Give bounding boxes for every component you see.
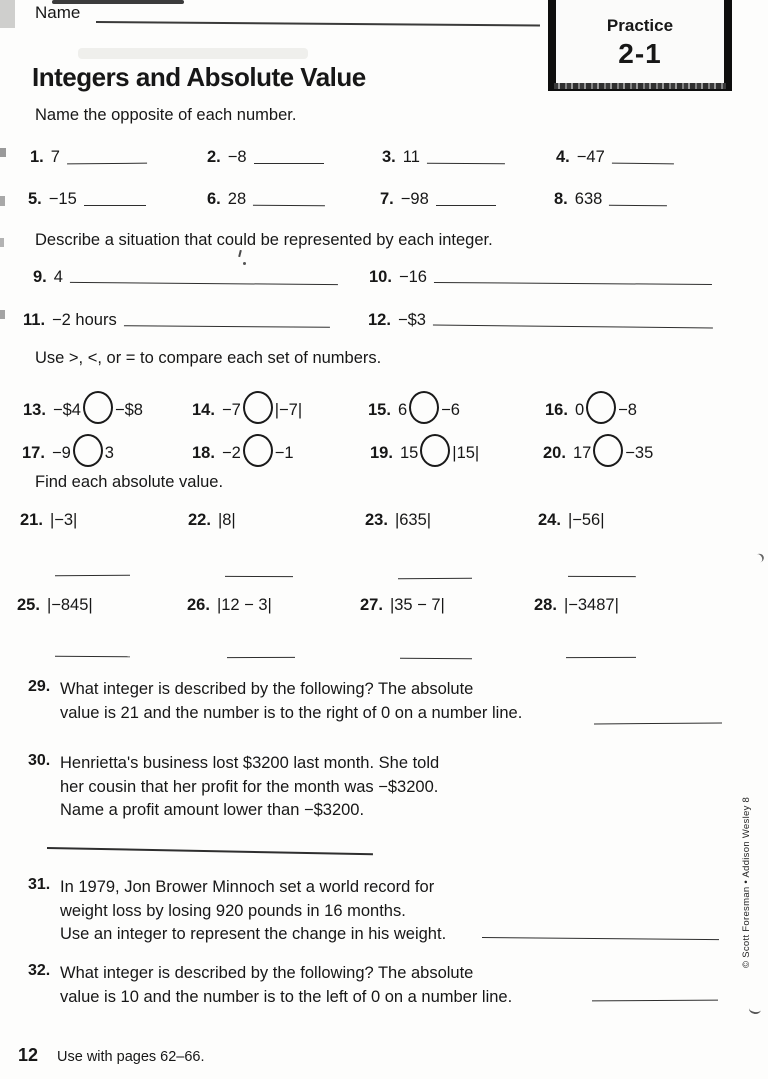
problem-number: 8. xyxy=(554,190,568,208)
problem-text-line: What integer is described by the following? The absolute xyxy=(60,680,474,698)
footer-note: Use with pages 62–66. xyxy=(57,1049,205,1065)
answer-line xyxy=(55,656,130,658)
instruction-absolute: Find each absolute value. xyxy=(35,473,224,491)
compare-left-value: 0 xyxy=(574,401,585,419)
comparison-circle xyxy=(83,391,113,424)
problem-expression: −47 xyxy=(576,148,605,166)
problem-24 xyxy=(538,511,605,530)
compare-left-value: −$4 xyxy=(52,401,81,419)
problem-20 xyxy=(543,434,653,467)
problem-text-line: Use an integer to represent the change in his weight. xyxy=(60,925,447,943)
problem-number: 15. xyxy=(368,401,391,419)
answer-blank xyxy=(70,268,338,285)
problem-9 xyxy=(33,268,338,287)
problem-expression: −16 xyxy=(398,268,427,286)
problem-32 xyxy=(28,962,512,1009)
compare-right-value: |−7| xyxy=(274,401,303,419)
problem-expression: |−56| xyxy=(567,511,605,529)
name-label: Name xyxy=(35,3,81,22)
problem-number: 22. xyxy=(188,511,211,529)
problem-expression: |12 − 3| xyxy=(216,596,272,614)
problem-number: 1. xyxy=(30,148,44,166)
problem-number: 2. xyxy=(207,148,221,166)
problem-number: 9. xyxy=(33,268,47,286)
problem-15 xyxy=(368,391,460,424)
problem-25 xyxy=(17,596,93,615)
problem-expression: −98 xyxy=(400,190,429,208)
problem-29 xyxy=(28,678,522,725)
compare-left-value: 6 xyxy=(397,401,408,419)
problem-27 xyxy=(360,596,445,615)
problem-number: 24. xyxy=(538,511,561,529)
problem-text-line: value is 21 and the number is to the right of 0 on a number line. xyxy=(60,703,523,722)
problem-8 xyxy=(554,190,667,209)
answer-blank xyxy=(254,149,324,164)
problem-number: 32. xyxy=(28,962,51,979)
compare-right-value: 3 xyxy=(104,444,114,462)
problem-number: 16. xyxy=(545,401,568,419)
practice-box-texture xyxy=(554,83,726,89)
answer-blank xyxy=(433,311,713,329)
compare-right-value: |15| xyxy=(452,444,480,462)
problem-text-line: What integer is described by the following? The absolute xyxy=(60,964,474,982)
problem-expression: 638 xyxy=(574,190,603,208)
problem-number: 14. xyxy=(192,401,215,419)
answer-blank xyxy=(67,149,147,165)
scan-speck xyxy=(0,148,6,157)
problem-11 xyxy=(23,311,330,330)
problem-10 xyxy=(369,268,712,287)
practice-number: 2-1 xyxy=(618,38,662,69)
problem-17 xyxy=(22,434,114,467)
problem-text-line: value is 10 and the number is to the left of 0 on a number line. xyxy=(60,987,513,1006)
problem-26 xyxy=(187,596,272,615)
problem-expression: 4 xyxy=(53,268,63,286)
scan-speck xyxy=(0,196,5,206)
practice-label: Practice xyxy=(606,16,674,35)
problem-number: 19. xyxy=(370,444,393,462)
answer-line xyxy=(225,576,293,577)
problem-number: 28. xyxy=(534,596,557,614)
answer-line xyxy=(55,575,130,577)
problem-5 xyxy=(28,190,146,209)
problem-2 xyxy=(207,148,324,167)
problem-text-line: Name a profit amount lower than −$3200. xyxy=(60,801,365,819)
compare-right-value: −1 xyxy=(274,444,294,462)
instruction-compare: Use >, <, or = to compare each set of numbers. xyxy=(35,349,382,367)
comparison-circle xyxy=(409,391,439,424)
problem-expression: −2 hours xyxy=(52,311,117,329)
answer-line xyxy=(482,937,719,940)
problem-expression: |8| xyxy=(217,511,236,529)
problem-3 xyxy=(382,148,505,167)
problem-16 xyxy=(545,391,637,424)
problem-expression: |−3487| xyxy=(563,596,619,614)
problem-number: 20. xyxy=(543,444,566,462)
problem-number: 18. xyxy=(192,444,215,462)
compare-left-value: 17 xyxy=(572,444,592,462)
answer-line xyxy=(566,657,636,658)
problem-31 xyxy=(28,876,446,947)
answer-blank xyxy=(253,191,325,207)
practice-box xyxy=(548,0,732,91)
answer-blank xyxy=(436,191,496,206)
problem-expression: 7 xyxy=(50,148,60,166)
compare-left-value: −9 xyxy=(51,444,71,462)
problem-30 xyxy=(28,752,439,823)
comparison-circle xyxy=(243,391,273,424)
problem-13 xyxy=(23,391,143,424)
answer-line xyxy=(227,657,295,658)
problem-number: 23. xyxy=(365,511,388,529)
answer-line xyxy=(592,1000,718,1002)
problem-12 xyxy=(368,311,713,330)
problem-expression: |635| xyxy=(394,511,432,529)
problem-28 xyxy=(534,596,619,615)
problem-number: 30. xyxy=(28,752,51,769)
compare-left-value: 15 xyxy=(399,444,419,462)
problem-23 xyxy=(365,511,431,530)
problem-expression: −15 xyxy=(48,190,77,208)
compare-right-value: −$8 xyxy=(114,401,143,419)
problem-expression: −$3 xyxy=(397,311,426,329)
problem-number: 4. xyxy=(556,148,570,166)
problem-number: 6. xyxy=(207,190,221,208)
answer-line xyxy=(47,847,373,855)
problem-number: 11. xyxy=(23,311,46,329)
problem-18 xyxy=(192,434,294,467)
problem-number: 7. xyxy=(380,190,394,208)
problem-expression: |35 − 7| xyxy=(389,596,445,614)
instruction-situations: Describe a situation that could be represented by each integer. xyxy=(35,231,493,249)
answer-line xyxy=(568,576,636,577)
problem-6 xyxy=(207,190,325,209)
problem-text-line: her cousin that her profit for the month was −$3200. xyxy=(60,777,439,796)
problem-22 xyxy=(188,511,236,530)
problem-text-line: In 1979, Jon Brower Minnoch set a world record for xyxy=(60,878,435,896)
answer-blank xyxy=(609,191,667,207)
stray-pen-mark xyxy=(752,552,766,565)
compare-right-value: −8 xyxy=(618,401,637,419)
problem-expression: |−845| xyxy=(46,596,93,614)
problem-expression: 28 xyxy=(227,190,247,208)
stray-pen-mark xyxy=(238,250,242,257)
problem-7 xyxy=(380,190,496,209)
ink-bleed-ghost xyxy=(78,48,308,59)
comparison-circle xyxy=(593,434,623,467)
problem-text-line: Henrietta's business lost $3200 last month. She told xyxy=(60,754,440,772)
problem-19 xyxy=(370,434,479,467)
comparison-circle xyxy=(73,434,103,467)
problem-number: 25. xyxy=(17,596,40,614)
answer-blank xyxy=(427,149,505,165)
problem-21 xyxy=(20,511,77,530)
comparison-circle xyxy=(243,434,273,467)
compare-right-value: −35 xyxy=(625,444,654,462)
answer-blank xyxy=(434,268,712,285)
problem-text-line: weight loss by losing 920 pounds in 16 months. xyxy=(60,901,406,920)
problem-number: 29. xyxy=(28,678,51,695)
answer-line xyxy=(400,658,472,659)
stray-pen-mark xyxy=(748,1003,761,1015)
instruction-opposites: Name the opposite of each number. xyxy=(35,106,297,124)
name-answer-line xyxy=(96,21,540,26)
copyright-vertical-text: © Scott Foresman • Addison Wesley 8 xyxy=(741,796,752,968)
compare-left-value: −7 xyxy=(221,401,241,419)
problem-number: 12. xyxy=(368,311,391,329)
comparison-circle xyxy=(586,391,616,424)
problem-number: 26. xyxy=(187,596,210,614)
problem-number: 10. xyxy=(369,268,392,286)
problem-number: 31. xyxy=(28,876,51,893)
scan-speck xyxy=(0,310,5,319)
stray-pen-mark xyxy=(243,262,246,265)
answer-blank xyxy=(84,191,146,206)
problem-number: 13. xyxy=(23,401,46,419)
answer-line xyxy=(398,578,472,579)
problem-4 xyxy=(556,148,674,167)
problem-number: 21. xyxy=(20,511,43,529)
worksheet-title: Integers and Absolute Value xyxy=(32,62,366,92)
answer-blank xyxy=(612,149,674,165)
answer-blank xyxy=(124,311,330,327)
problem-expression: |−3| xyxy=(49,511,78,529)
scan-smudge xyxy=(0,0,15,28)
problem-number: 27. xyxy=(360,596,383,614)
answer-line xyxy=(594,723,722,725)
compare-left-value: −2 xyxy=(221,444,241,462)
problem-14 xyxy=(192,391,302,424)
problem-number: 5. xyxy=(28,190,42,208)
problem-expression: −8 xyxy=(227,148,247,166)
footer-page-number: 12 xyxy=(18,1045,39,1065)
problem-expression: 11 xyxy=(402,148,420,166)
problem-1 xyxy=(30,148,147,167)
problem-number: 3. xyxy=(382,148,396,166)
comparison-circle xyxy=(420,434,450,467)
problem-number: 17. xyxy=(22,444,45,462)
compare-right-value: −6 xyxy=(441,401,460,419)
scan-speck xyxy=(0,238,4,247)
